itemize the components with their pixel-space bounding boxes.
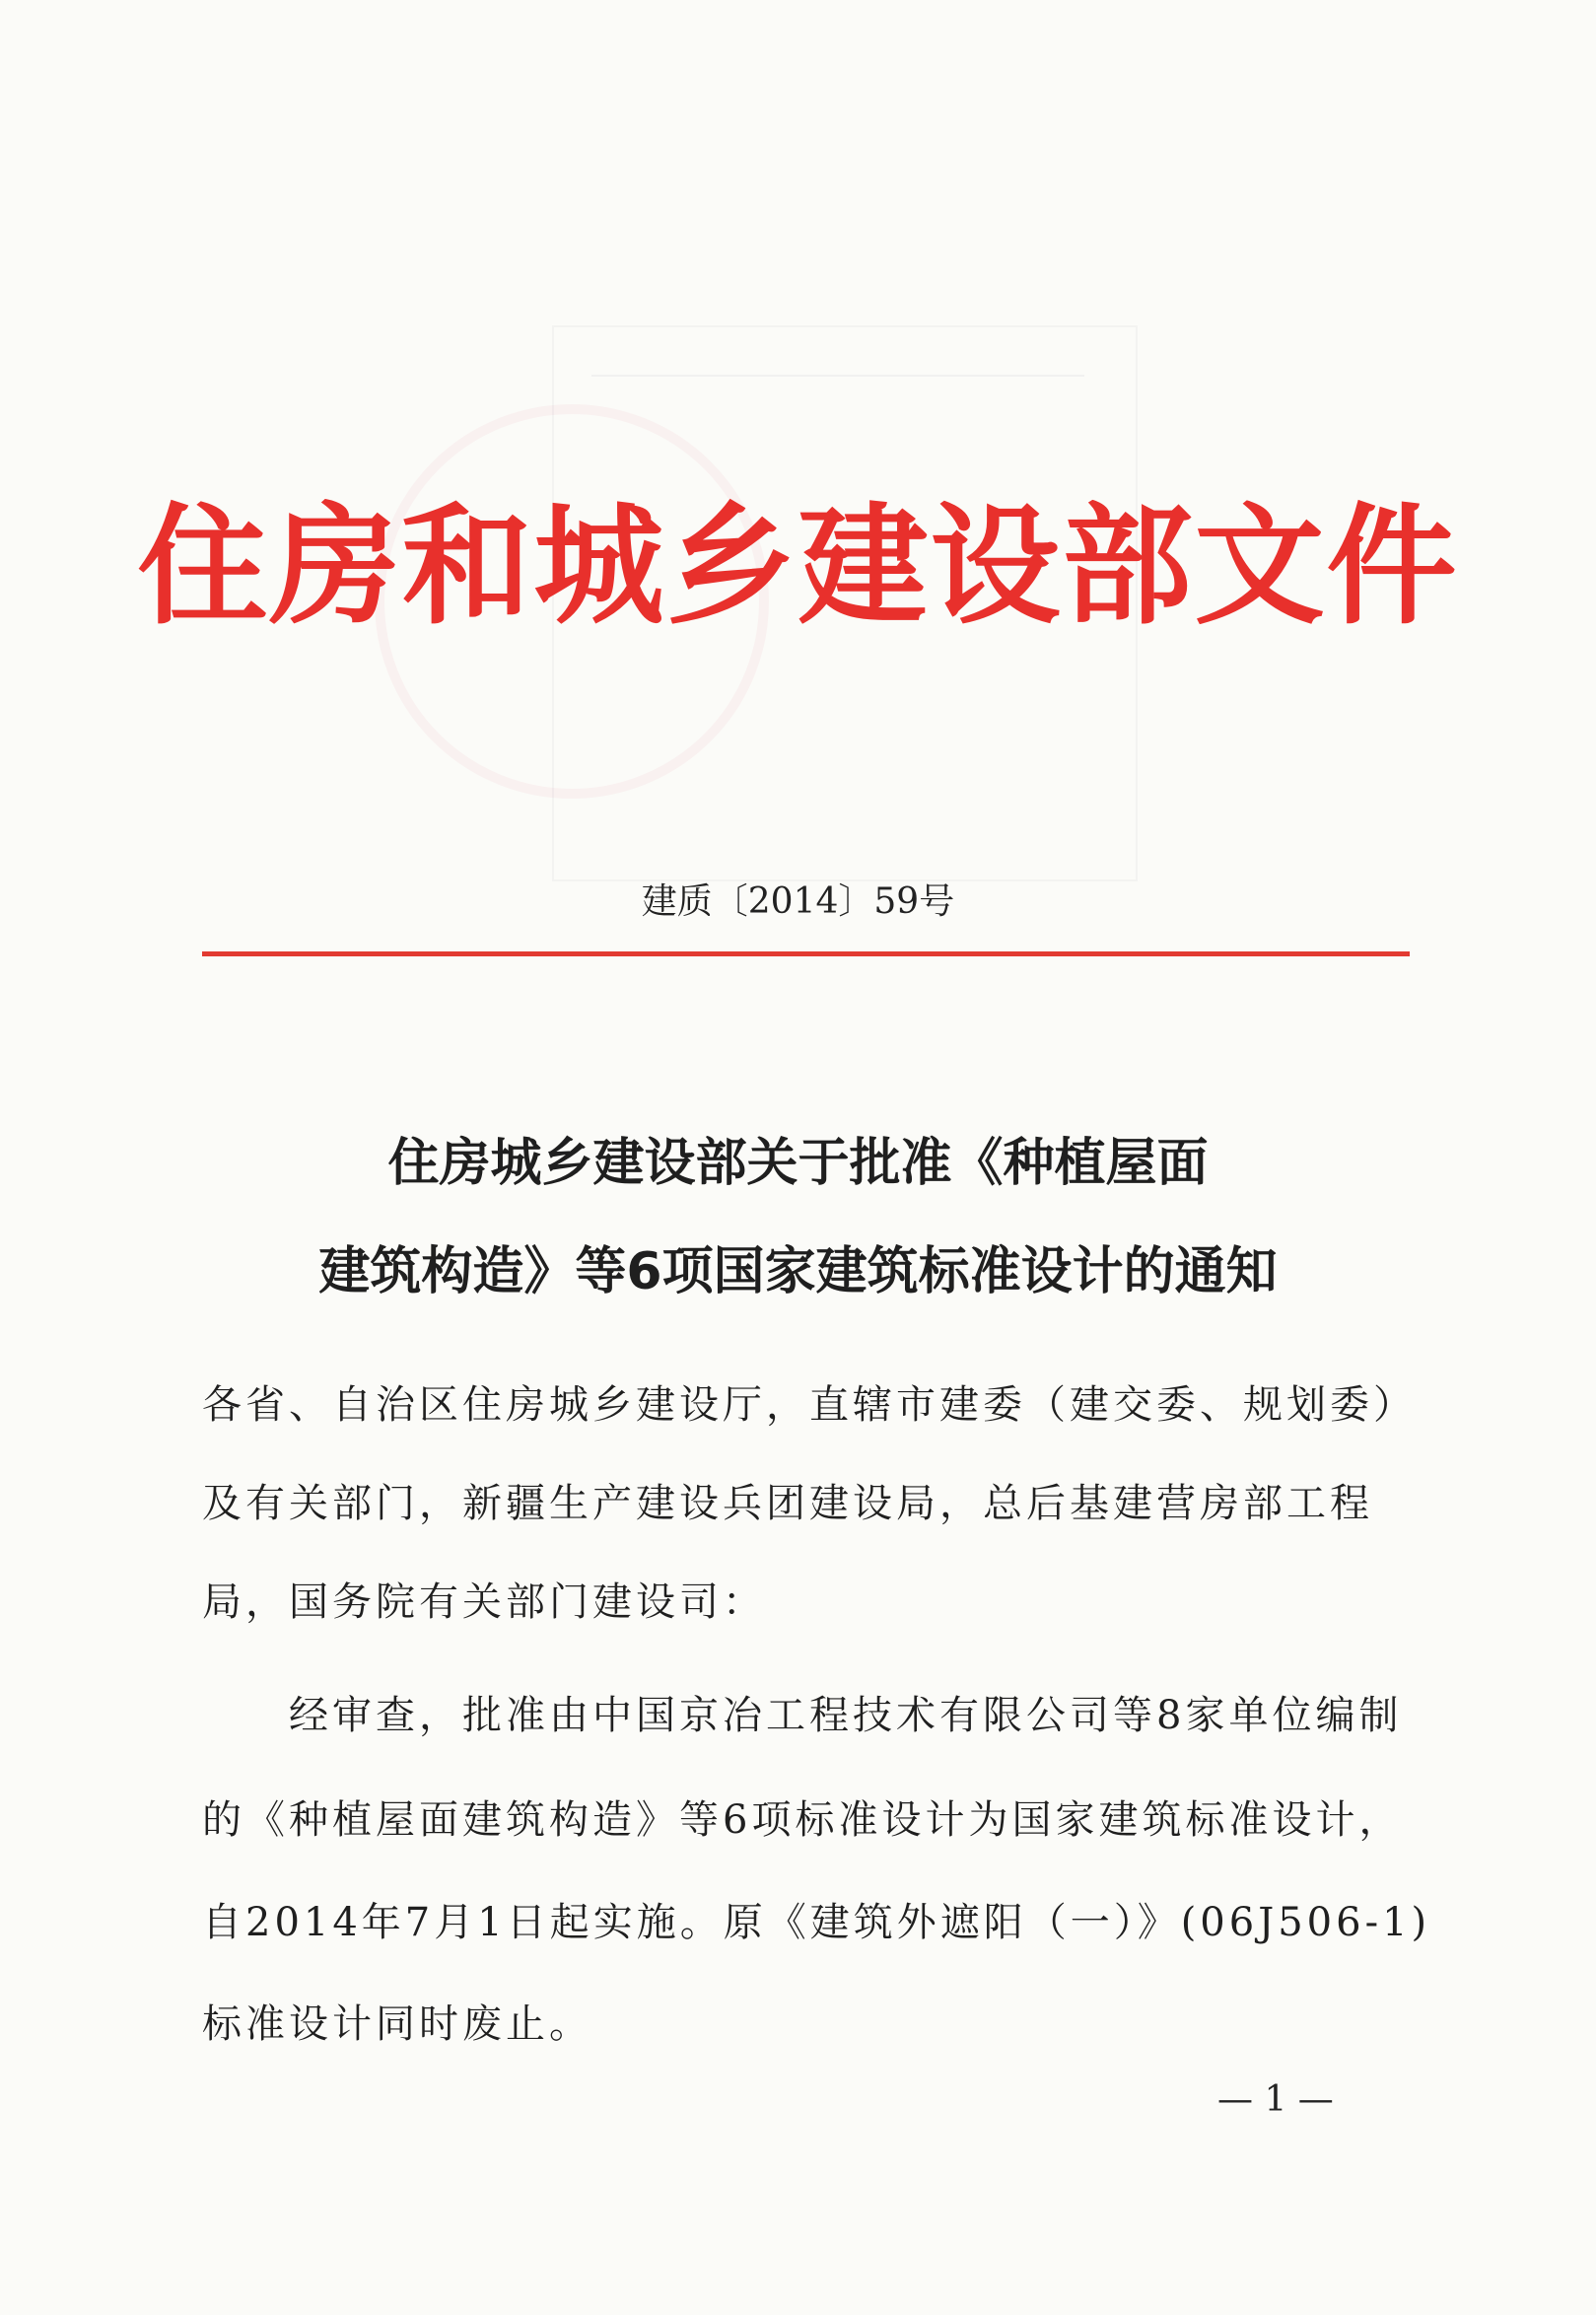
page-number: — 1 — xyxy=(1217,2079,1334,2120)
red-divider-rule xyxy=(202,951,1410,956)
body-line: 各省、自治区住房城乡建设厅，直辖市建委（建交委、规划委） xyxy=(202,1382,1417,1428)
issuer-header-title: 住房和城乡建设部文件 xyxy=(137,491,1459,643)
body-line: 及有关部门，新疆生产建设兵团建设局，总后基建营房部工程 xyxy=(202,1481,1373,1526)
body-line: 经审查，批准由中国京冶工程技术有限公司等8家单位编制 xyxy=(202,1693,1403,1738)
notice-title-line-1: 住房城乡建设部关于批准《种植屋面 xyxy=(387,1134,1209,1193)
bleed-through-frame xyxy=(591,375,1084,377)
body-line: 的《种植屋面建筑构造》等6项标准设计为国家建筑标准设计， xyxy=(202,1797,1403,1843)
document-number: 建质〔2014〕59号 xyxy=(641,881,955,922)
body-line: 自2014年7月1日起实施。原《建筑外遮阳（一）》(06J506-1) xyxy=(202,1900,1431,1945)
notice-title-line-2: 建筑构造》等6项国家建筑标准设计的通知 xyxy=(318,1242,1278,1301)
body-line: 标准设计同时废止。 xyxy=(202,2001,592,2047)
body-line: 局，国务院有关部门建设司： xyxy=(202,1579,766,1625)
